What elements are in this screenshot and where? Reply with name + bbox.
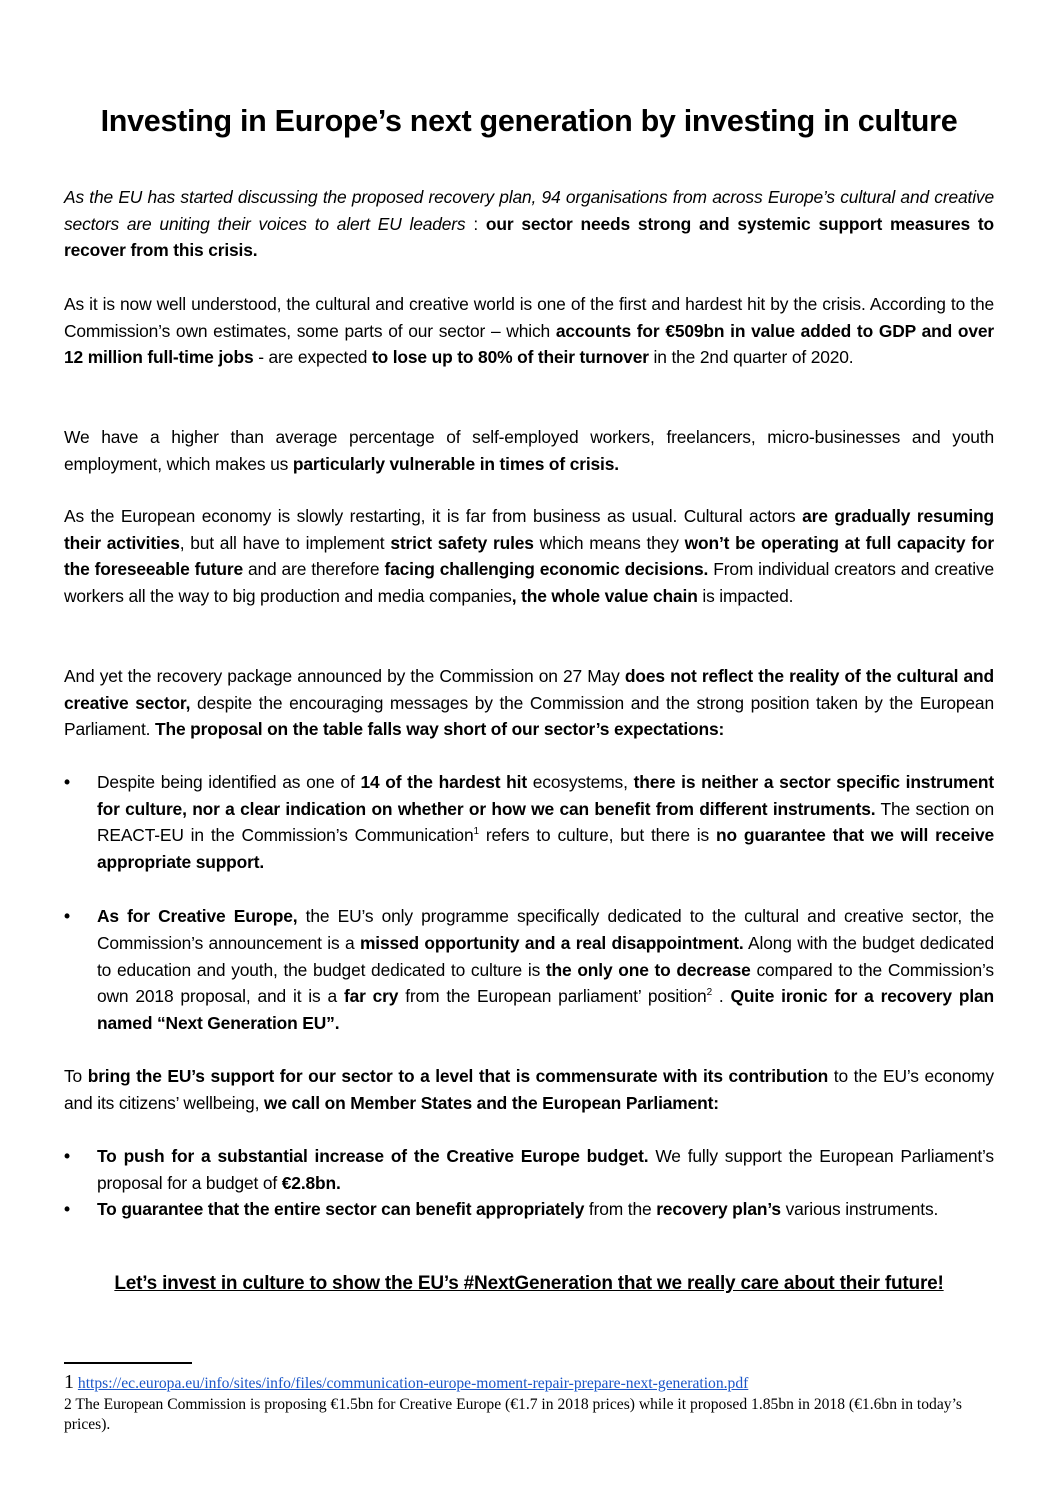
- footnote-text: The European Commission is proposing €1.5bn for Creative Europe (€1.7 in 2018 prices) while it proposed 1.85bn in 2018 (€1.6bn in today’s prices).: [64, 1395, 962, 1433]
- bold-text: As for Creative Europe,: [97, 906, 298, 927]
- intro-bold: our sector needs strong and systemic support measures to recover from this crisis.: [64, 213, 994, 261]
- text: in the 2nd quarter of 2020.: [648, 347, 854, 368]
- bullet-icon: •: [64, 772, 70, 792]
- bullet-icon: •: [64, 1199, 70, 1220]
- paragraph-2: [64, 424, 994, 477]
- bold-text: to lose up to 80% of their turnover: [371, 347, 649, 368]
- bold-text: are gradually resuming their activities: [64, 506, 994, 553]
- text: Along with the budget dedicated to education and youth, the budget dedicated to culture is: [97, 932, 994, 980]
- bold-text: no guarantee that we will receive appropriate support.: [97, 825, 994, 872]
- list-item: [64, 769, 994, 875]
- intro-sep: :: [465, 213, 486, 234]
- text: As the European economy is slowly restarting, it is far from business as usual. Cultural actors: [64, 506, 803, 526]
- text: refers to culture, but there is: [478, 825, 717, 846]
- text: from the: [584, 1199, 657, 1220]
- text: Despite being identified as one of: [97, 772, 361, 792]
- list-item: [64, 1196, 994, 1223]
- bold-text: Quite ironic for a recovery plan named “Next Generation EU”.: [97, 986, 994, 1033]
- bold-text: facing challenging economic decisions.: [384, 559, 709, 580]
- text: is impacted.: [697, 585, 794, 606]
- bold-text: recovery plan’s: [656, 1199, 781, 1220]
- footnote-1: [64, 1372, 994, 1395]
- text: and are therefore: [243, 559, 385, 580]
- text: various instruments.: [780, 1199, 939, 1220]
- bold-text: accounts for €509bn in value added to GDP and over 12 million full-time jobs: [64, 320, 994, 368]
- text: And yet the recovery package announced by the Commission on 27 May: [64, 666, 625, 686]
- footnote-ref-1[interactable]: 1: [473, 826, 479, 838]
- bullet-icon: •: [64, 906, 70, 927]
- footnote-link[interactable]: https://ec.europa.eu/info/sites/info/files/communication-europe-moment-repair-prepare-next-generation.pdf: [77, 1375, 749, 1392]
- text: From individual creators and creative workers all the way to big production and media companies: [64, 559, 995, 606]
- text: To: [64, 1066, 88, 1086]
- bold-text: far cry: [343, 986, 399, 1007]
- bold-text: there is neither a sector specific instrument for culture, nor a clear indication on whether or how we can benefit from different instruments.: [97, 772, 994, 819]
- bold-text: won’t be operating at full capacity for the foreseeable future: [64, 532, 994, 580]
- bold-text: bring the EU’s support for our sector to a level that is commensurate with its contribution: [87, 1066, 829, 1086]
- text: The section on REACT-EU in the Commission’s Communication: [97, 798, 994, 846]
- footnote-divider: [64, 1362, 192, 1364]
- bullet-icon: •: [64, 1146, 70, 1166]
- text: - are expected: [253, 347, 372, 368]
- bold-text: strict safety rules: [390, 532, 534, 553]
- bold-text: To push for a substantial increase of the Creative Europe budget.: [97, 1146, 649, 1166]
- text: We have a higher than average percentage of self-employed workers, freelancers, micro-businesses and youth employment, which makes us: [64, 427, 994, 474]
- bold-text: particularly vulnerable in times of crisis.: [292, 453, 619, 474]
- bold-text: missed opportunity and a real disappointment.: [359, 932, 744, 953]
- text: from the European parliament’ position: [398, 986, 707, 1007]
- text: We fully support the European Parliament’s proposal for a budget of: [97, 1146, 994, 1193]
- bold-text: To guarantee that the entire sector can benefit appropriately: [97, 1199, 585, 1220]
- paragraph-1: [64, 291, 994, 371]
- list-item: [64, 1143, 994, 1196]
- footnote-number: 1: [64, 1371, 74, 1393]
- text: , but all have to implement: [179, 532, 391, 553]
- paragraph-5: [64, 1063, 994, 1116]
- footnote-number: 2: [64, 1395, 72, 1413]
- paragraph-3: [64, 503, 994, 609]
- footnotes: [64, 1372, 994, 1436]
- text: the EU’s only programme specifically dedicated to the cultural and creative sector, the Commission’s announcement is a: [97, 906, 994, 953]
- footnote-2: [64, 1395, 994, 1436]
- expectations-list: [64, 769, 994, 1036]
- bold-text: we call on Member States and the European Parliament:: [263, 1092, 719, 1113]
- paragraph-4: [64, 663, 994, 743]
- bold-text: does not reflect the reality of the cultural and creative sector,: [64, 666, 994, 713]
- bold-text: , the whole value chain: [511, 585, 698, 606]
- call-to-action: Let’s invest in culture to show the EU’s #NextGeneration that we really care about their future!: [114, 1273, 944, 1294]
- text: compared to the Commission’s own 2018 proposal, and it is a: [97, 959, 994, 1007]
- text: ecosystems,: [526, 772, 634, 792]
- demands-list: [64, 1143, 994, 1223]
- footnote-ref-2[interactable]: 2: [706, 987, 712, 999]
- text: As it is now well understood, the cultural and creative world is one of the first and hardest hit by the crisis. According to the Commission’s own estimates, some parts of our sector – which: [64, 294, 994, 341]
- text: which means they: [533, 532, 685, 553]
- intro-italic: As the EU has started discussing the proposed recovery plan, 94 organisations from across Europe’s cultural and creative sectors are uniting their voices to alert EU leaders: [64, 187, 994, 234]
- bold-text: The proposal on the table falls way short of our sector’s expectations:: [155, 719, 725, 740]
- intro-paragraph: [64, 184, 994, 264]
- bold-text: 14 of the hardest hit: [360, 772, 527, 792]
- text: .: [711, 986, 731, 1007]
- text: to the EU’s economy and its citizens’ wellbeing,: [64, 1066, 994, 1113]
- bold-text: €2.8bn.: [281, 1172, 341, 1193]
- page-title: Investing in Europe’s next generation by investing in culture: [100, 104, 958, 138]
- bold-text: the only one to decrease: [545, 959, 751, 980]
- text: despite the encouraging messages by the Commission and the strong position taken by the European Parliament.: [64, 692, 994, 740]
- list-item: [64, 903, 994, 1036]
